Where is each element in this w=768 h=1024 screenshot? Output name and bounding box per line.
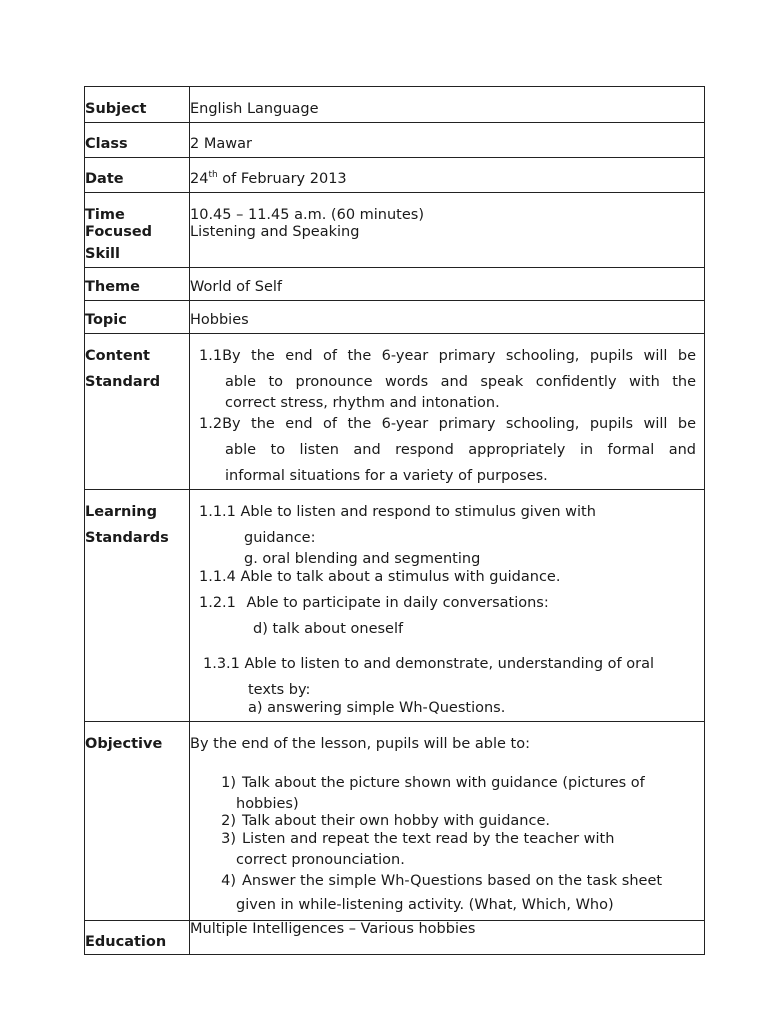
row-education bbox=[85, 921, 705, 955]
subject-label: Subject bbox=[85, 101, 147, 117]
lesson-plan-table bbox=[84, 86, 705, 955]
row-class bbox=[85, 123, 705, 158]
row-time-focused bbox=[85, 193, 705, 268]
learning-label-1: Learning bbox=[85, 504, 158, 520]
theme-label: Theme bbox=[85, 279, 140, 295]
content-item-1: 1.1 By the end of the 6-year primary schooling, pupils will be able to pronounce words and speak confidently with the correct stress, rhythm and intonation. bbox=[199, 343, 696, 411]
content-label-2: Standard bbox=[85, 374, 161, 390]
topic-value: Hobbies bbox=[190, 312, 249, 328]
learning-label-2: Standards bbox=[85, 530, 169, 546]
content-item-2: 1.2 By the end of the 6-year primary schooling, pupils will be able to listen and respond appropriately in formal and informal situations for a variety of purposes. bbox=[199, 411, 696, 489]
ls-131: 1.3.1 Able to listen to and demonstrate, understanding of oral bbox=[203, 656, 655, 672]
topic-label: Topic bbox=[85, 312, 127, 328]
row-learning-standards: Learning Standards 1.1.1 Able to listen and respond to stimulus given with guidance: g. oral blending and segmenting 1.1.4 Able to talk about a stimulus with guidance. 1.2.1 Able to participate in daily conversations: d) talk about oneself 1.3.1 Able to listen to and demonstrate, understanding of oral texts by: a) answering simple Wh-Questions. bbox=[85, 490, 705, 722]
time-value: 10.45 – 11.45 a.m. (60 minutes) bbox=[190, 207, 425, 223]
objective-item: 3) Listen and repeat the text read by the teacher with bbox=[221, 831, 615, 847]
objective-label: Objective bbox=[85, 736, 163, 752]
content-item-2-num: 1.2 bbox=[199, 416, 223, 432]
row-theme bbox=[85, 268, 705, 301]
ls-121: 1.2.1 Able to participate in daily conversations: bbox=[199, 595, 549, 611]
focused-skill-value: Listening and Speaking bbox=[190, 224, 360, 240]
row-topic bbox=[85, 301, 705, 334]
row-content-standard bbox=[85, 334, 705, 490]
education-label: Education bbox=[85, 934, 167, 950]
objective-intro: By the end of the lesson, pupils will be able to: bbox=[190, 736, 530, 752]
education-value: Multiple Intelligences – Various hobbies bbox=[190, 921, 476, 937]
objective-list: 1) Talk about the picture shown with guidance (pictures of hobbies) 2) Talk about their own hobby with guidance. 3) Listen and repeat the text read by the teacher with correct pronounciation. 4) Answer the simple Wh-Questions based on the task sheet given in while-listening activity. (What, Which, Who) bbox=[190, 770, 704, 920]
class-value: 2 Mawar bbox=[190, 136, 252, 152]
ls-111: 1.1.1 Able to listen and respond to stimulus given with bbox=[199, 504, 596, 520]
focused-label-2: Skill bbox=[85, 246, 120, 262]
focused-label-1: Focused bbox=[85, 224, 153, 240]
ls-114: 1.1.4 Able to talk about a stimulus with guidance. bbox=[199, 569, 561, 585]
time-label: Time bbox=[85, 207, 125, 223]
content-label-1: Content bbox=[85, 348, 150, 364]
row-subject bbox=[85, 87, 705, 123]
objective-item: 1) Talk about the picture shown with guidance (pictures of bbox=[221, 775, 645, 791]
row-date bbox=[85, 158, 705, 193]
theme-value: World of Self bbox=[190, 279, 283, 295]
date-value: 24th of February 2013 bbox=[190, 170, 347, 187]
row-objective bbox=[85, 722, 705, 921]
objective-item: 4) Answer the simple Wh-Questions based on the task sheet bbox=[221, 873, 663, 889]
date-label: Date bbox=[85, 171, 124, 187]
objective-item: 2) Talk about their own hobby with guidance. bbox=[221, 813, 550, 829]
content-item-1-num: 1.1 bbox=[199, 348, 223, 364]
subject-value: English Language bbox=[190, 101, 319, 117]
class-label: Class bbox=[85, 136, 128, 152]
